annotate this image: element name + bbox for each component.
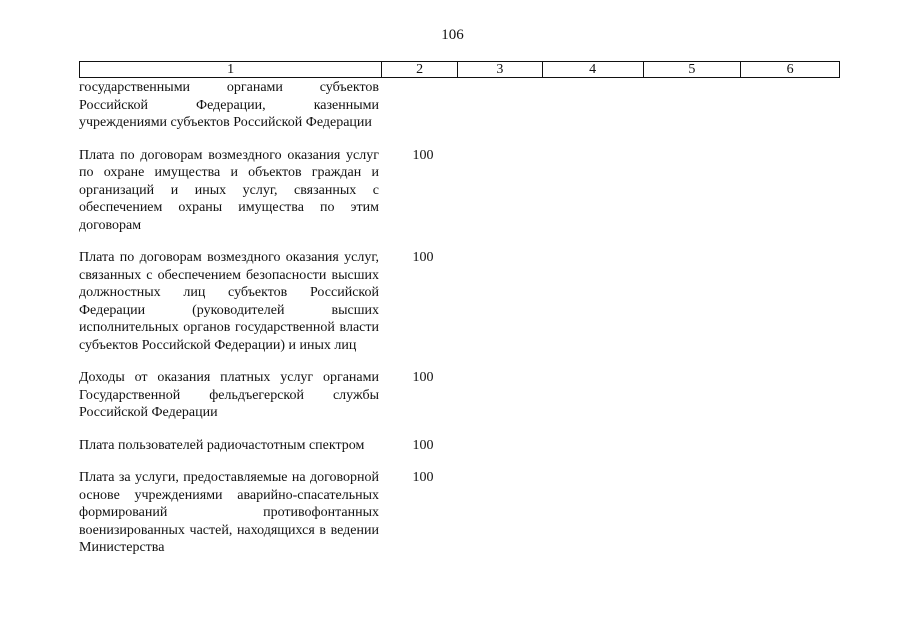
row-description: Плата пользователей радиочастотным спектром	[79, 437, 365, 453]
table-row	[79, 437, 840, 455]
row-description: государственными органами субъектов Российской Федерации, казенными учреждениями субъектов Российской Федерации	[79, 80, 379, 130]
table-row	[79, 369, 840, 422]
row-value: 100	[412, 470, 434, 485]
table-row	[79, 249, 840, 354]
table-header-col-2: 2	[382, 62, 458, 77]
row-description: Плата по договорам возмездного оказания услуг по охране имущества и объектов граждан и организаций и иных услуг, связанных с обеспечением охраны имущества по этим договорам	[79, 147, 379, 233]
row-value: 100	[412, 370, 434, 385]
page-number: 106	[441, 27, 464, 43]
table-header-col-1: 1	[80, 62, 382, 77]
row-value: 100	[412, 437, 434, 453]
row-description: Плата за услуги, предоставляемые на договорной основе учреждениями аварийно-спасательных формирований противофонтанных военизированных частей, находящихся в ведении Министерства	[79, 470, 379, 555]
table-body	[79, 79, 840, 572]
table-row	[79, 469, 840, 557]
row-value: 100	[412, 147, 434, 163]
row-description: Доходы от оказания платных услуг органами Государственной фельдъегерской службы Российской Федерации	[79, 370, 379, 420]
table-header-col-5: 5	[644, 62, 742, 77]
table-header-col-6: 6	[786, 62, 794, 77]
table-header-row	[79, 61, 840, 78]
table-row	[79, 147, 840, 235]
table-header-col-4: 4	[543, 62, 644, 77]
table-header-col-3: 3	[458, 62, 543, 77]
row-description: Плата по договорам возмездного оказания услуг, связанных с обеспечением безопасности высших должностных лиц субъектов Российской Федерации (руководителей высших исполнительных органов государственной власти субъектов Российской Федерации) и иных лиц	[79, 250, 379, 353]
table-row	[79, 79, 840, 132]
row-value: 100	[412, 250, 434, 265]
